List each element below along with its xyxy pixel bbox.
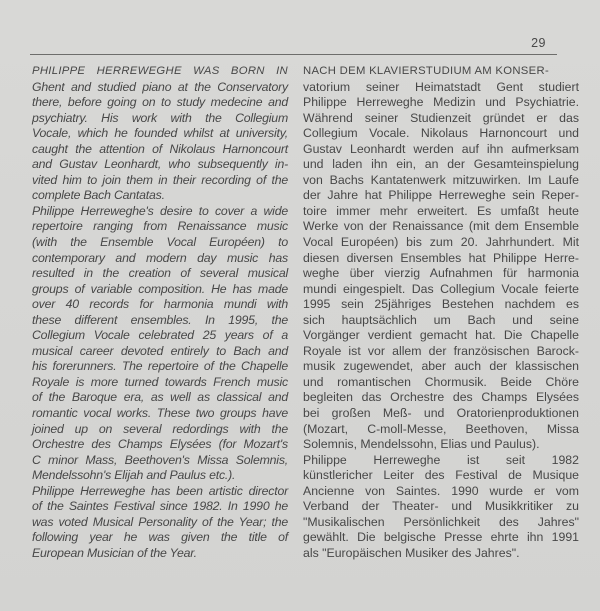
text-line: Verband der Theater- und Musikkritiker zu (303, 499, 579, 514)
text-line: European Musician of the Year. (32, 545, 197, 560)
text-line: als "Europäischen Musiker des Jahres". (303, 545, 520, 560)
text-line: Vocal Européen) bis zum 20. Jahrhundert. Mit (303, 235, 579, 250)
text-line: Collegium Vocale celebrated 25 years of a (32, 328, 288, 343)
text-line: following year he was given the title of (32, 530, 288, 545)
text-line: Philippe Herreweghe Medizin und Psychiatrie. (303, 95, 579, 110)
text-line: Ghent and studied piano at the Conservatory (32, 79, 288, 94)
text-line: these different ensembles. In 1995, the (32, 312, 288, 327)
text-line: caught the attention of Nikolaus Harnoncourt (32, 141, 288, 156)
text-line: vatorium seiner Heimatstadt Gent studiert (303, 79, 579, 94)
text-line: (with the Ensemble Vocal Européen) to (32, 235, 288, 250)
text-line: "Musikalischen Persönlichkeit des Jahres" (303, 514, 579, 529)
text-line: toire immer mehr erweitert. Es umfaßt heute (303, 203, 579, 218)
header-rule (30, 54, 557, 55)
text-line: künstlericher Leiter des Festival de Musique (303, 468, 579, 483)
text-line: Ancienne von Saintes. 1990 wurde er vom (303, 483, 579, 498)
text-line: Mendelssohn's Elijah and Paulus etc.). (32, 468, 236, 483)
text-line: romantic vocal works. These two groups have (32, 406, 288, 421)
text-line: Royale is more turned towards French music (32, 374, 288, 389)
text-line: Gustav Leonhardt werden auf ihn aufmerksam (303, 141, 579, 156)
text-line: und laden ihn ein, an der Gesamteinspielung (303, 157, 579, 172)
text-line: and Gustav Leonhardt, who subsequently in- (32, 157, 288, 172)
text-line: Orchestre des Champs Elysées (for Mozart's (32, 437, 288, 452)
text-line: joined up on several redordings with the (32, 421, 288, 436)
text-line: psychiatry. His work with the Collegium (32, 110, 288, 125)
text-line: of the Saintes Festival since 1982. In 1990 he (32, 499, 288, 514)
text-line: begleiten das Orchestre des Champs Elysées (303, 390, 579, 405)
text-line: sich hauptsächlich um Bach und seine (303, 312, 579, 327)
text-line: diesen diversen Ensembles hat Philippe Herre- (303, 250, 579, 265)
text-line: over 40 records for harmonia mundi with (32, 297, 288, 312)
text-line: of the Baroque era, as well as classical and (32, 390, 288, 405)
text-line: Vocale, which he founded whilst at university, (32, 126, 288, 141)
english-text-column (32, 64, 288, 562)
text-line: Werke von der Renaissance (mit dem Ensemble (303, 219, 579, 234)
text-line: und romantischen Chormusik. Beide Chöre (303, 374, 579, 389)
text-line: was voted Musical Personality of the Year; the (32, 514, 288, 529)
text-line: Philippe Herreweghe ist seit 1982 (303, 452, 579, 467)
text-line: groups of variable composition. He has made (32, 281, 288, 296)
text-line: Vorgänger verdient gemacht hat. Die Chapelle (303, 328, 579, 343)
text-line: complete Bach Cantatas. (32, 188, 165, 203)
text-line: Solemnis, Mendelssohn, Elias und Paulus). (303, 437, 540, 452)
text-line: musik zugewendet, aber auch der klassischen (303, 359, 579, 374)
text-line: his forerunners. The repertoire of the Chapelle (32, 359, 288, 374)
text-line: weghe über vierzig Aufnahmen für harmonia (303, 266, 579, 281)
text-line: Collegium Vocale. Nikolaus Harnoncourt und (303, 126, 579, 141)
text-line: resulted in the creation of several musical (32, 266, 288, 281)
text-line: NACH DEM KLAVIERSTUDIUM AM KONSER- (303, 65, 549, 77)
text-line: vited him to join them in their recording of the (32, 172, 288, 187)
text-line: PHILIPPE HERREWEGHE WAS BORN IN (32, 65, 288, 77)
text-line: von Bachs Kantatenwerk mitzuwirken. Im Laufe (303, 172, 579, 187)
paragraph (32, 484, 288, 562)
text-line: bei großen Meß- und Oratorienproduktionen (303, 406, 579, 421)
text-line: Royale ist vor allem der französischen Barock- (303, 343, 579, 358)
text-line: there, before going on to study medecine and (32, 95, 288, 110)
paragraph (32, 64, 288, 204)
page-content (32, 64, 579, 562)
text-line: C minor Mass, Beethoven's Missa Solemnis, (32, 452, 288, 467)
text-line: 1995 sein 25jähriges Bestehen nachdem es (303, 297, 579, 312)
text-line: Philippe Herreweghe's desire to cover a wide (32, 203, 288, 218)
page-number: 29 (531, 36, 546, 50)
text-line: musical career devoted entirely to Bach and (32, 343, 288, 358)
text-line: repertoire ranging from Renaissance music (32, 219, 288, 234)
text-line: Philippe Herreweghe has been artistic director (32, 483, 288, 498)
text-line: mundi eingespielt. Das Collegium Vocale feierte (303, 281, 579, 296)
paragraph (303, 64, 579, 453)
text-line: gewählt. Die belgische Presse ehrte ihn 1991 (303, 530, 579, 545)
paragraph (303, 453, 579, 562)
text-line: (Mozart, C-moll-Messe, Beethoven, Missa (303, 421, 579, 436)
german-text-column (303, 64, 579, 562)
text-line: Während seiner Studienzeit gründet er das (303, 110, 579, 125)
text-line: contemporary and modern day music has (32, 250, 288, 265)
paragraph (32, 204, 288, 484)
text-line: der Jahre hat Philippe Herreweghe sein Reper- (303, 188, 579, 203)
